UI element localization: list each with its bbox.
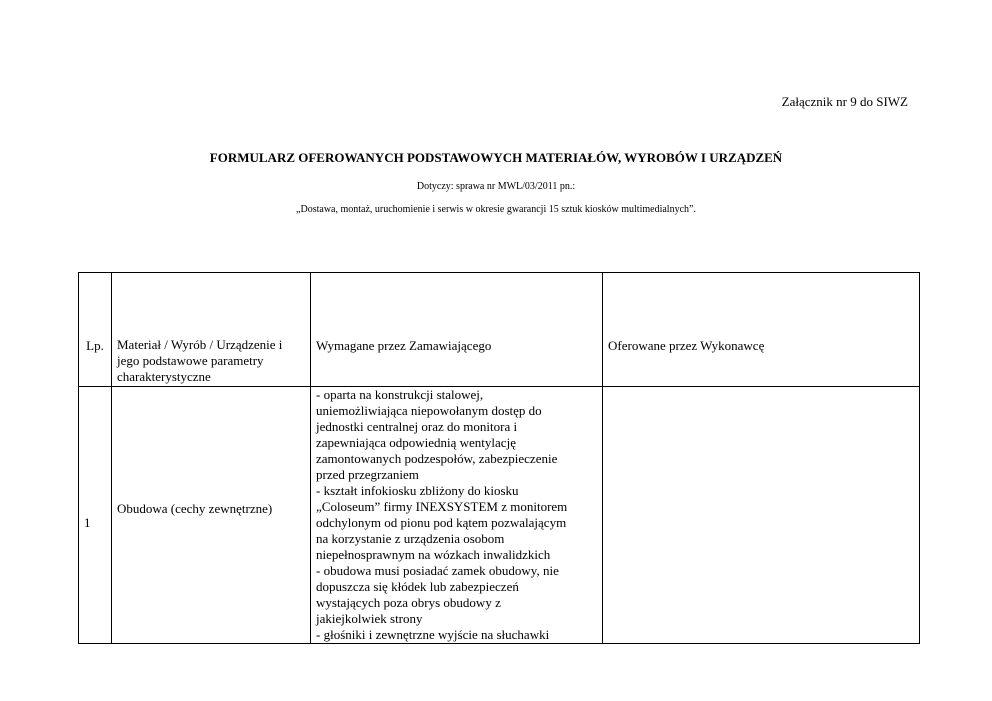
table-row	[79, 387, 920, 644]
offer-form-table	[78, 272, 920, 644]
annex-reference: Załącznik nr 9 do SIWZ	[781, 94, 908, 109]
required-spec-line: odchylonym od pionu pod kątem pozwalającym	[316, 515, 567, 530]
required-spec-line: wystających poza obrys obudowy z	[316, 595, 501, 610]
required-spec-line: - obudowa musi posiadać zamek obudowy, nie	[316, 563, 559, 578]
required-spec-line: - oparta na konstrukcji stalowej,	[316, 387, 484, 402]
required-spec-line: zamontowanych podzespołów, zabezpieczenie	[316, 451, 558, 466]
required-spec-line: uniemożliwiająca niepowołanym dostęp do	[316, 403, 542, 418]
required-spec-line: - kształt infokiosku zbliżony do kiosku	[316, 483, 519, 498]
required-spec-line: przed przegrzaniem	[316, 467, 419, 482]
required-spec-line: zapewniająca odpowiednią wentylację	[316, 435, 516, 450]
required-spec-line: niepełnosprawnym na wózkach inwalidzkich	[316, 547, 551, 562]
required-specification-cell	[311, 387, 603, 644]
procurement-subject: „Dostawa, montaż, uruchomienie i serwis w okresie gwarancji 15 sztuk kiosków multimedialnych”.	[296, 204, 696, 215]
table-header-row	[79, 273, 920, 387]
row-number: 1	[84, 515, 91, 530]
document-title: FORMULARZ OFEROWANYCH PODSTAWOWYCH MATERIAŁÓW, WYROBÓW I URZĄDZEŃ	[209, 150, 783, 165]
required-spec-line: dopuszcza się kłódek lub zabezpieczeń	[316, 579, 519, 594]
column-header-required: Wymagane przez Zamawiającego	[311, 273, 603, 387]
item-name-cell	[112, 387, 311, 644]
row-number-cell	[79, 387, 112, 644]
offered-specification-cell[interactable]	[603, 387, 920, 644]
required-spec-line: - głośniki i zewnętrzne wyjście na słuchawki	[316, 627, 550, 642]
required-spec-line: na korzystanie z urządzenia osobom	[316, 531, 505, 546]
column-header-offered: Oferowane przez Wykonawcę	[603, 273, 920, 387]
column-header-item: Materiał / Wyrób / Urządzenie i jego podstawowe parametry charakterystyczne	[112, 273, 311, 387]
required-spec-line: jednostki centralnej oraz do monitora i	[316, 419, 518, 434]
column-header-lp: Lp.	[79, 273, 112, 387]
required-spec-line: jakiejkolwiek strony	[316, 611, 423, 626]
case-reference: Dotyczy: sprawa nr MWL/03/2011 pn.:	[416, 181, 576, 192]
required-spec-line: „Coloseum” firmy INEXSYSTEM z monitorem	[316, 499, 568, 514]
item-name: Obudowa (cechy zewnętrzne)	[117, 501, 273, 516]
